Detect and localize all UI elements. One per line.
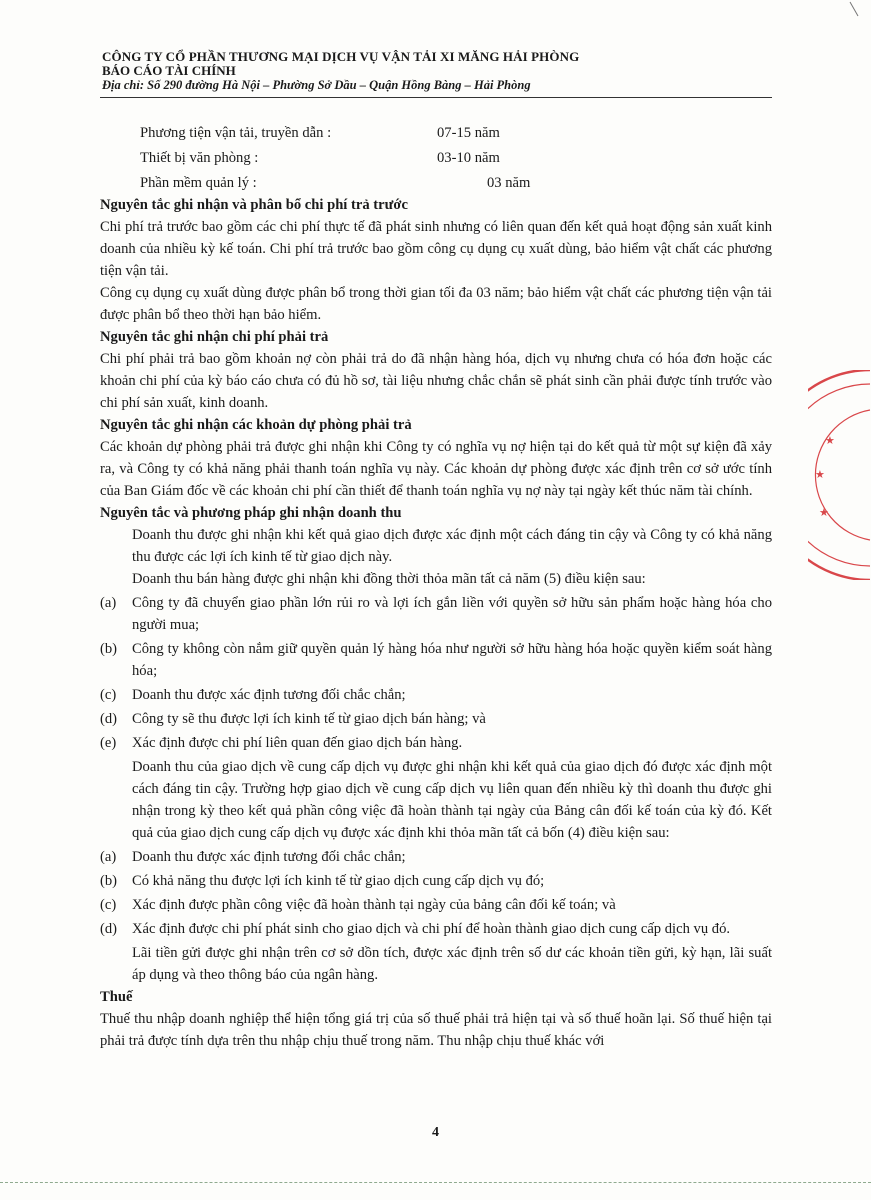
- list-item: [100, 638, 772, 682]
- paragraph: Lãi tiền gửi được ghi nhận trên cơ sở dồn tích, được xác định trên số dư các khoản tiền gửi, kỳ hạn, lãi suất áp dụng và theo thông báo của ngân hàng.: [132, 945, 772, 983]
- list-item: [100, 592, 772, 636]
- list-marker: (d): [100, 921, 118, 937]
- depreciation-row: [100, 119, 772, 144]
- list-marker: (a): [100, 595, 117, 611]
- paragraph: Chi phí phải trả bao gồm khoản nợ còn phải trả do đã nhận hàng hóa, dịch vụ nhưng chưa có hóa đơn hoặc các khoản chi phí của kỳ báo cáo chưa có đủ hồ sơ, tài liệu nhưng chắc chắn sẽ phát sinh cần phải được tính trước vào chi phí sản xuất, kinh doanh.: [100, 351, 772, 411]
- list-marker: (c): [100, 687, 117, 703]
- document-body: [100, 119, 772, 1052]
- svg-text:★: ★: [819, 506, 829, 519]
- svg-text:★: ★: [825, 434, 835, 447]
- report-title: BÁO CÁO TÀI CHÍNH: [102, 63, 236, 78]
- svg-text:★: ★: [815, 468, 825, 481]
- depreciation-row: [100, 169, 772, 194]
- list-marker: (b): [100, 641, 118, 657]
- paragraph: Các khoản dự phòng phải trả được ghi nhận khi Công ty có nghĩa vụ nợ hiện tại do kết quả từ một sự kiện đã xảy ra, và Công ty có khả năng phải thanh toán nghĩa vụ này. Các khoản dự phòng được xác định trên cơ sở ước tính của Ban Giám đốc về các khoản chi phí cần thiết để thanh toán nghĩa vụ nợ này tại ngày kết thúc năm tài chính.: [100, 439, 772, 499]
- document-header: [102, 50, 770, 93]
- list-item: [100, 684, 772, 706]
- list-marker: (a): [100, 849, 117, 865]
- list-text: Doanh thu được xác định tương đối chắc chắn;: [132, 849, 406, 865]
- section-heading: Nguyên tắc ghi nhận các khoản dự phòng phải trả: [100, 417, 412, 433]
- paragraph: Doanh thu của giao dịch về cung cấp dịch vụ được ghi nhận khi kết quả của giao dịch đó được xác định một cách đáng tin cậy. Trường hợp giao dịch về cung cấp dịch vụ liên quan đến nhiều kỳ thì doanh thu được ghi nhận trong kỳ theo kết quả phần công việc đã hoàn thành tại ngày của Bảng cân đối kế toán của kỳ đó. Kết quả của giao dịch cung cấp dịch vụ được xác định khi thỏa mãn tất cả bốn (4) điều kiện sau:: [132, 759, 772, 841]
- section-heading: Nguyên tắc và phương pháp ghi nhận doanh thu: [100, 505, 402, 521]
- section-heading: Nguyên tắc ghi nhận chi phí phải trả: [100, 329, 329, 345]
- list-text: Xác định được chi phí phát sinh cho giao dịch và chi phí để hoàn thành giao dịch cung cấp dịch vụ đó.: [132, 921, 731, 937]
- list-marker: (d): [100, 711, 118, 727]
- paragraph: Công cụ dụng cụ xuất dùng được phân bổ trong thời gian tối đa 03 năm; bảo hiểm vật chất các phương tiện vận tải được phân bổ theo thời hạn bảo hiểm.: [100, 285, 772, 323]
- depreciation-value: 03 năm: [487, 175, 531, 191]
- footer-rule: [0, 1182, 871, 1183]
- list-item: [100, 870, 772, 892]
- page-number: 4: [432, 1125, 439, 1140]
- corner-mark-icon: [848, 0, 871, 20]
- paragraph: Doanh thu được ghi nhận khi kết quả giao dịch được xác định một cách đáng tin cậy và Công ty có khả năng thu được các lợi ích kinh tế từ giao dịch này.: [132, 527, 772, 565]
- list-text: Có khả năng thu được lợi ích kinh tế từ giao dịch cung cấp dịch vụ đó;: [132, 873, 545, 889]
- list-marker: (c): [100, 897, 117, 913]
- list-item: [100, 732, 772, 754]
- list-text: Công ty đã chuyển giao phần lớn rủi ro và lợi ích gắn liền với quyền sở hữu sản phẩm hoặc hàng hóa cho người mua;: [132, 595, 772, 633]
- paragraph: Doanh thu bán hàng được ghi nhận khi đồng thời thỏa mãn tất cả năm (5) điều kiện sau:: [132, 571, 646, 587]
- list-item: [100, 846, 772, 868]
- list-text: Công ty không còn nắm giữ quyền quản lý hàng hóa như người sở hữu hàng hóa hoặc quyền kiểm soát hàng hóa;: [132, 641, 772, 679]
- section-heading: Nguyên tắc ghi nhận và phân bổ chi phí trả trước: [100, 197, 408, 213]
- paragraph: Thuế thu nhập doanh nghiệp thể hiện tổng giá trị của số thuế phải trả hiện tại và số thuế hoãn lại. Số thuế hiện tại phải trả được tính dựa trên thu nhập chịu thuế trong năm. Thu nhập chịu thuế khác với: [100, 1011, 772, 1049]
- list-text: Doanh thu được xác định tương đối chắc chắn;: [132, 687, 406, 703]
- list-text: Công ty sẽ thu được lợi ích kinh tế từ giao dịch bán hàng; và: [132, 711, 486, 727]
- list-item: [100, 918, 772, 940]
- depreciation-value: 07-15 năm: [437, 125, 500, 141]
- section-heading: Thuế: [100, 989, 133, 1005]
- list-item: [100, 894, 772, 916]
- depreciation-row: [100, 144, 772, 169]
- list-text: Xác định được chi phí liên quan đến giao dịch bán hàng.: [132, 735, 463, 751]
- company-name: CÔNG TY CỔ PHẦN THƯƠNG MẠI DỊCH VỤ VẬN TẢI XI MĂNG HẢI PHÒNG: [102, 49, 580, 64]
- depreciation-value: 03-10 năm: [437, 150, 500, 166]
- red-seal-stamp-icon: [808, 370, 871, 580]
- paragraph: Chi phí trả trước bao gồm các chi phí thực tế đã phát sinh nhưng có liên quan đến kết quả hoạt động sản xuất kinh doanh của nhiều kỳ kế toán. Chi phí trả trước bao gồm công cụ dụng cụ xuất dùng, bảo hiểm vật chất các phương tiện vận tải.: [100, 219, 772, 279]
- list-text: Xác định được phần công việc đã hoàn thành tại ngày của bảng cân đối kế toán; và: [132, 897, 616, 913]
- depreciation-label: Phương tiện vận tải, truyền dẫn :: [140, 125, 332, 141]
- depreciation-label: Phần mềm quản lý :: [140, 175, 257, 191]
- depreciation-label: Thiết bị văn phòng :: [140, 150, 259, 166]
- header-rule: [100, 97, 772, 98]
- list-marker: (b): [100, 873, 118, 889]
- list-item: [100, 708, 772, 730]
- list-marker: (e): [100, 735, 117, 751]
- company-address: Địa chỉ: Số 290 đường Hà Nội – Phường Sở Dầu – Quận Hồng Bàng – Hải Phòng: [102, 78, 531, 92]
